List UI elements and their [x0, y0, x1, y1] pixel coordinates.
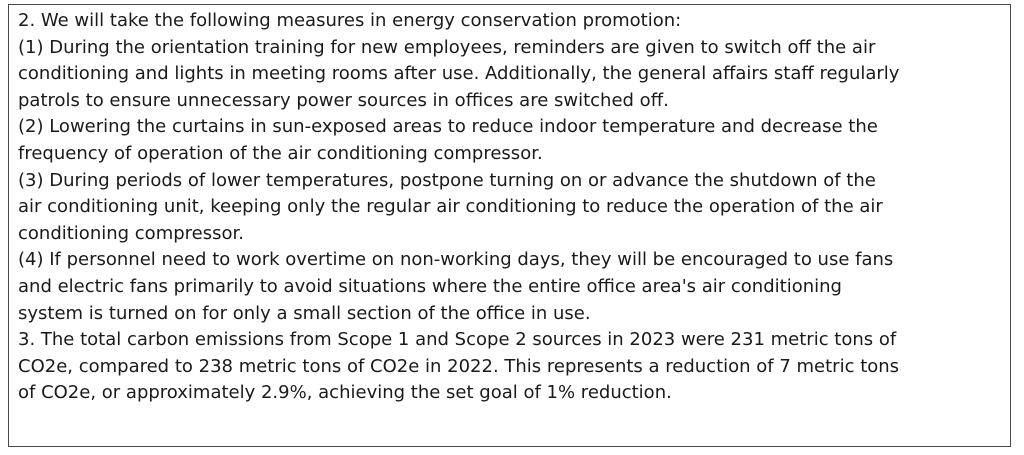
measure-3-line-2: air conditioning unit, keeping only the regular air conditioning to reduce the operation of the air	[18, 196, 883, 218]
measure-3-line-1: (3) During periods of lower temperatures, postpone turning on or advance the shutdown of the	[18, 169, 876, 191]
document-text-box	[8, 4, 1011, 447]
measure-2-line-2: frequency of operation of the air conditioning compressor.	[18, 142, 543, 164]
measure-1-line-1: (1) During the orientation training for new employees, reminders are given to switch off the air	[18, 36, 876, 58]
measures-heading: 2. We will take the following measures in energy conservation promotion:	[18, 10, 682, 31]
measure-1-line-3: patrols to ensure unnecessary power sources in offices are switched off.	[18, 89, 669, 111]
measure-2-line-1: (2) Lowering the curtains in sun-exposed areas to reduce indoor temperature and decrease the	[18, 116, 878, 138]
measure-4-line-3: system is turned on for only a small section of the office in use.	[18, 302, 591, 324]
emissions-line-2: CO2e, compared to 238 metric tons of CO2e in 2022. This represents a reduction of 7 metric tons	[18, 355, 900, 377]
measure-4-line-1: (4) If personnel need to work overtime on non-working days, they will be encouraged to use fans	[18, 249, 894, 271]
measure-3-line-3: conditioning compressor.	[18, 222, 244, 244]
measure-4-line-2: and electric fans primarily to avoid situations where the entire office area's air conditioning	[18, 275, 842, 297]
emissions-line-3: of CO2e, or approximately 2.9%, achieving the set goal of 1% reduction.	[18, 382, 672, 404]
emissions-line-1: 3. The total carbon emissions from Scope 1 and Scope 2 sources in 2023 were 231 metric tons of	[18, 329, 897, 351]
measure-1-line-2: conditioning and lights in meeting rooms after use. Additionally, the general affairs staff regularly	[18, 63, 900, 85]
